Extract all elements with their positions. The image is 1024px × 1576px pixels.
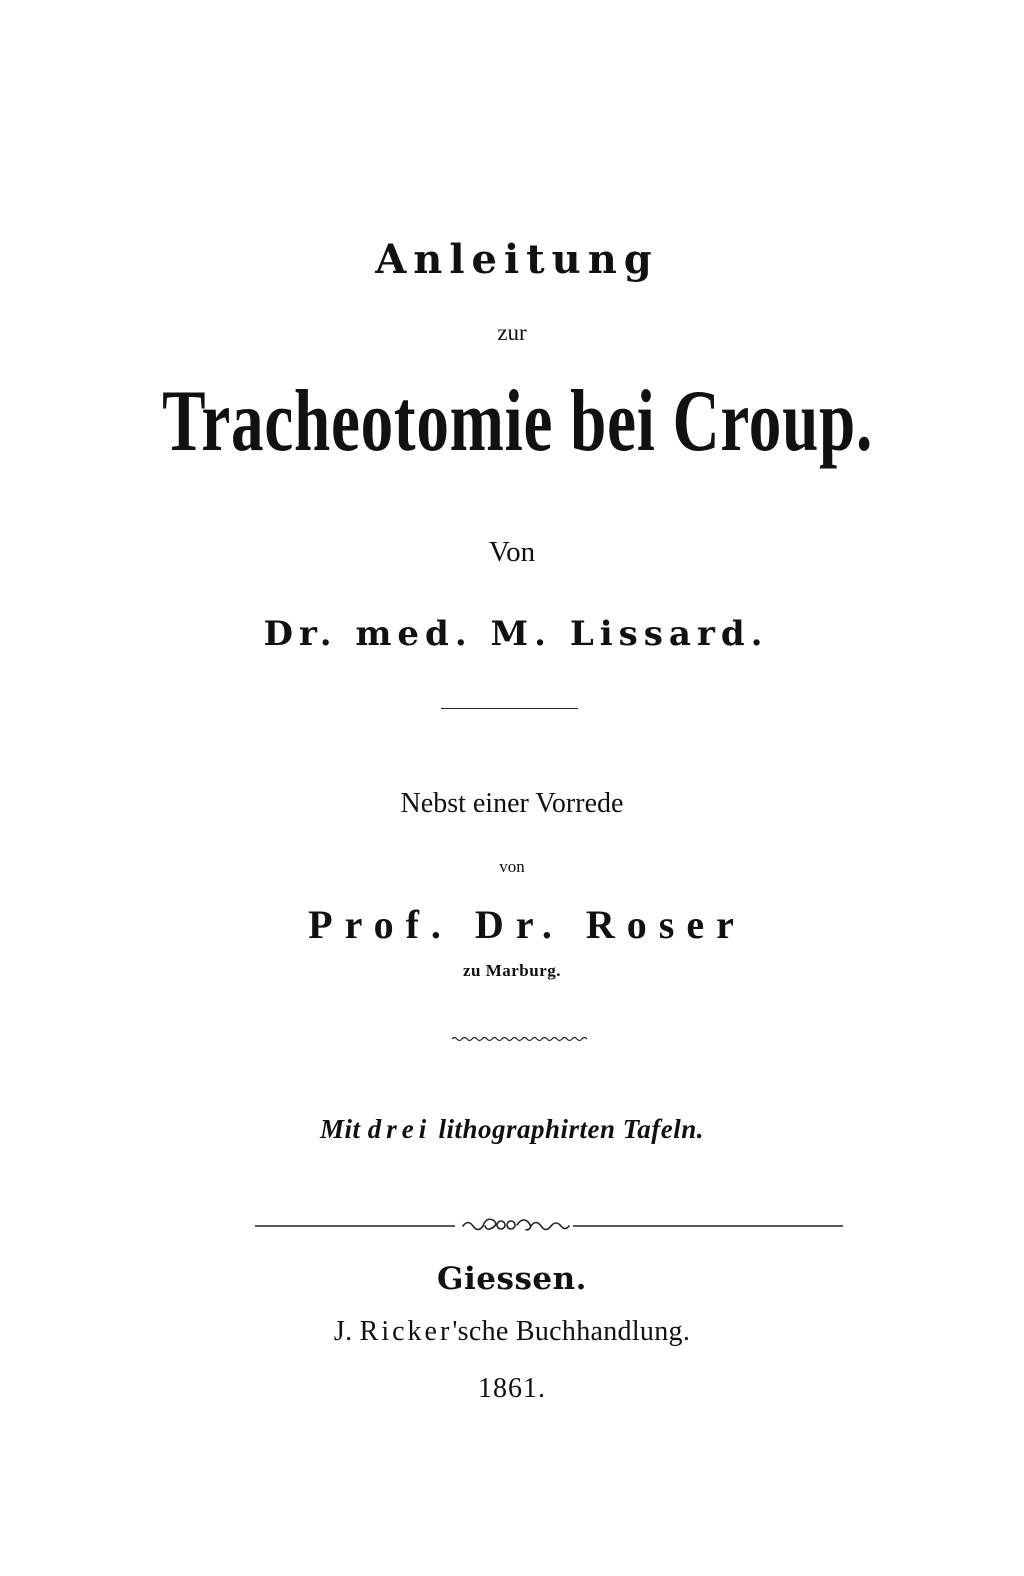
main-title: Tracheotomie bei Croup. (161, 373, 873, 470)
imprint-publisher-part3: 'sche Buchhandlung. (452, 1316, 691, 1347)
preface-by-label: von (499, 857, 525, 876)
plates-note-part1: Mit (319, 1114, 368, 1144)
imprint-publisher (0, 1318, 1024, 1346)
imprint-publisher-part1: J. (333, 1316, 360, 1347)
plates-note-count: drei (367, 1114, 432, 1144)
title-top: Anleitung (375, 236, 659, 283)
imprint-publisher-part2: Ricker (359, 1316, 453, 1347)
preface-line: Nebst einer Vorrede (400, 788, 624, 819)
ornamental-rule (255, 1212, 843, 1240)
preface-author-place: zu Marburg. (462, 961, 562, 980)
ornament-flourish-icon (463, 1219, 569, 1230)
plates-note-part3: lithographirten Tafeln. (431, 1114, 705, 1144)
imprint-city: Giessen. (437, 1261, 587, 1297)
short-divider-rule (441, 708, 578, 709)
plates-note (0, 1116, 1024, 1143)
preface-author: Prof. Dr. Roser (308, 902, 746, 947)
author-name: Dr. med. M. Lissard. (263, 614, 769, 654)
author-by-label: Von (488, 536, 536, 568)
main-title-wrapper (0, 373, 1024, 478)
imprint-year: 1861. (478, 1373, 546, 1404)
wavy-divider (452, 1034, 587, 1044)
title-connector: zur (497, 320, 527, 345)
